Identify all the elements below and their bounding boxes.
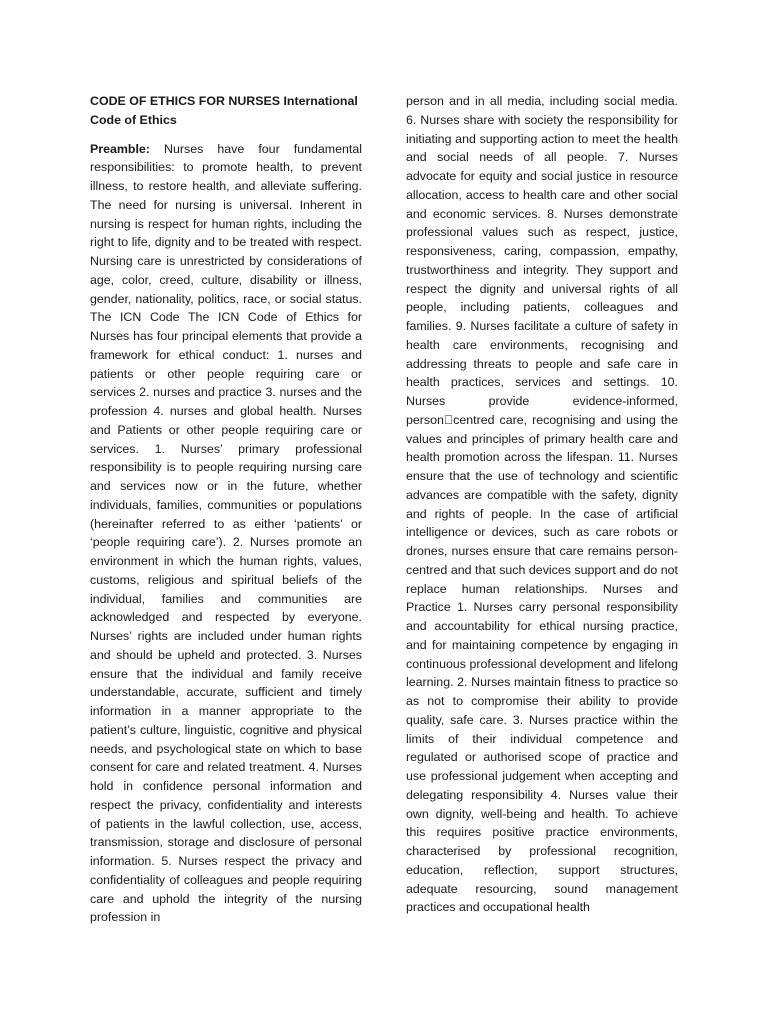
preamble-paragraph	[90, 140, 362, 928]
right-column-body: person and in all media, including social media. 6. Nurses share with society the responsibility for initiating and supporting action to meet the health and social needs of all people. 7. Nurses advocate for equity and social justice in resource allocation, access to health care and other social and economic services. 8. Nurses demonstrate professional values such as respect, justice, responsiveness, caring, compassion, empathy, trustworthiness and integrity. They support and respect the dignity and universal rights of all people, including patients, colleagues and families. 9. Nurses facilitate a culture of safety in health care environments, recognising and addressing threats to people and safe care in health practices, services and settings. 10. Nurses provide evidence-informed, person centred care, recognising and using the values and principles of primary health care and health promotion across the lifespan. 11. Nurses ensure that the use of technology and scientific advances are compatible with the safety, dignity and rights of people. In the case of artificial intelligence or devices, such as care robots or drones, nurses ensure that care remains person-centred and that such devices support and do not replace human relationships. Nurses and Practice 1. Nurses carry personal responsibility and accountability for ethical nursing practice, and for maintaining competence by engaging in continuous professional development and lifelong learning. 2. Nurses maintain fitness to practice so as not to compromise their ability to provide quality, safe care. 3. Nurses practice within the limits of their individual competence and regulated or authorised scope of practice and use professional judgement when accepting and delegating responsibility 4. Nurses value their own dignity, well-being and health. To achieve this requires positive practice environments, characterised by professional recognition, education, reflection, support structures, adequate resourcing, sound management practices and occupational health	[406, 94, 678, 915]
right-column	[406, 92, 678, 917]
left-column	[90, 92, 362, 927]
left-column-body: Nurses have four fundamental responsibilities: to promote health, to prevent illness, to restore health, and alleviate suffering. The need for nursing is universal. Inherent in nursing is respect for human rights, including the right to life, dignity and to be treated with respect. Nursing care is unrestricted by considerations of age, color, creed, culture, disability or illness, gender, nationality, politics, race, or social status. The ICN Code The ICN Code of Ethics for Nurses has four principal elements that provide a framework for ethical conduct: 1. nurses and patients or other people requiring care or services 2. nurses and practice 3. nurses and the profession 4. nurses and global health. Nurses and Patients or other people requiring care or services. 1. Nurses’ primary professional responsibility is to people requiring nursing care and services now or in the future, whether individuals, families, communities or populations (hereinafter referred to as either ‘patients’ or ‘people requiring care’). 2. Nurses promote an environment in which the human rights, values, customs, religious and spiritual beliefs of the individual, families and communities are acknowledged and respected by everyone. Nurses’ rights are included under human rights and should be upheld and protected. 3. Nurses ensure that the individual and family receive understandable, accurate, sufficient and timely information in a manner appropriate to the patient’s culture, linguistic, cognitive and physical needs, and psychological state on which to base consent for care and related treatment. 4. Nurses hold in confidence personal information and respect the privacy, confidentiality and interests of patients in the lawful collection, use, access, transmission, storage and disclosure of personal information. 5. Nurses respect the privacy and confidentiality of colleagues and people requiring care and uphold the integrity of the nursing profession in	[90, 141, 362, 925]
preamble-label: Preamble:	[90, 141, 150, 156]
document-title: CODE OF ETHICS FOR NURSES International Code of Ethics	[90, 94, 358, 127]
